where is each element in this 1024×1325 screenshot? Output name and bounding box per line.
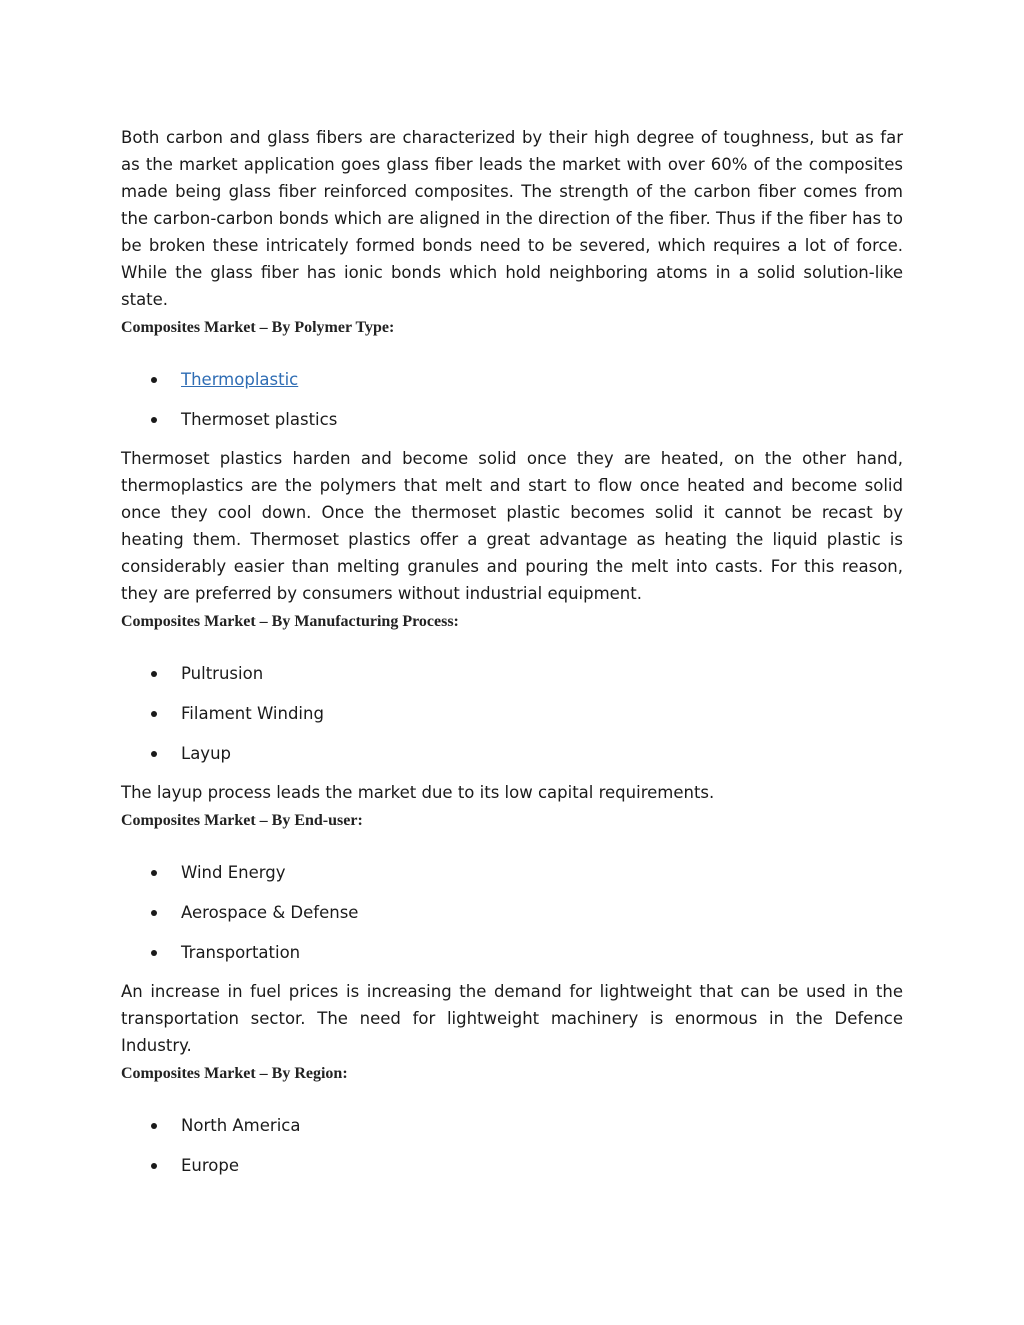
bullet-icon: [151, 870, 157, 876]
list-item-wind-energy: [121, 853, 903, 893]
intro-paragraph: Both carbon and glass fibers are characterized by their high degree of toughness, but as far as the market application goes glass fiber leads the market with over 60% of the composites made being glass fiber reinforced composites. The strength of the carbon fiber comes from the carbon-carbon bonds which are aligned in the direction of the fiber. Thus if the fiber has to be broken these intricately formed bonds need to be severed, which requires a lot of force. While the glass fiber has ionic bonds which hold neighboring atoms in a solid solution-like state.: [121, 128, 903, 309]
bullet-icon: [151, 1163, 157, 1169]
bullet-icon: [151, 751, 157, 757]
manufacturing-process-list: [121, 654, 903, 774]
list-item-label: Europe: [181, 1156, 240, 1175]
end-user-paragraph: An increase in fuel prices is increasing the demand for lightweight that can be used in the transportation sector. The need for lightweight machinery is enormous in the Defence Industry.: [121, 982, 903, 1055]
section-heading-end-user: Composites Market – By End-user:: [121, 812, 363, 829]
list-item-aerospace-defense: [121, 893, 903, 933]
list-item-filament-winding: [121, 694, 903, 734]
thermoplastic-link[interactable]: Thermoplastic: [181, 370, 299, 389]
list-item-thermoset-plastics: [121, 400, 903, 440]
section-heading-polymer-type: Composites Market – By Polymer Type:: [121, 319, 395, 336]
list-item-label: Thermoset plastics: [181, 410, 338, 429]
polymer-type-paragraph: Thermoset plastics harden and become solid once they are heated, on the other hand, thermoplastics are the polymers that melt and start to flow once heated and become solid once they cool down. Once the thermoset plastic becomes solid it cannot be recast by heating them. Thermoset plastics offer a great advantage as heating the liquid plastic is considerably easier than melting granules and pouring the melt into casts. For this reason, they are preferred by consumers without industrial equipment.: [121, 449, 903, 603]
section-heading-manufacturing-process: Composites Market – By Manufacturing Process:: [121, 613, 459, 630]
list-item-thermoplastic: [121, 360, 903, 400]
bullet-icon: [151, 417, 157, 423]
bullet-icon: [151, 910, 157, 916]
list-item-label: Pultrusion: [181, 664, 264, 683]
list-item-layup: [121, 734, 903, 774]
list-item-label: Wind Energy: [181, 863, 286, 882]
bullet-icon: [151, 950, 157, 956]
bullet-icon: [151, 377, 157, 383]
list-item-label: North America: [181, 1116, 301, 1135]
list-item-label: Transportation: [181, 943, 301, 962]
polymer-type-list: [121, 360, 903, 440]
list-item-pultrusion: [121, 654, 903, 694]
bullet-icon: [151, 711, 157, 717]
list-item-north-america: [121, 1106, 903, 1146]
list-item-europe: [121, 1146, 903, 1186]
bullet-icon: [151, 1123, 157, 1129]
list-item-transportation: [121, 933, 903, 973]
list-item-label: Filament Winding: [181, 704, 324, 723]
list-item-label: Layup: [181, 744, 231, 763]
region-list: [121, 1106, 903, 1186]
end-user-list: [121, 853, 903, 973]
bullet-icon: [151, 671, 157, 677]
manufacturing-process-paragraph: The layup process leads the market due to its low capital requirements.: [121, 783, 715, 802]
list-item-label: Aerospace & Defense: [181, 903, 359, 922]
section-heading-region: Composites Market – By Region:: [121, 1065, 348, 1082]
document-body: [121, 124, 903, 1186]
